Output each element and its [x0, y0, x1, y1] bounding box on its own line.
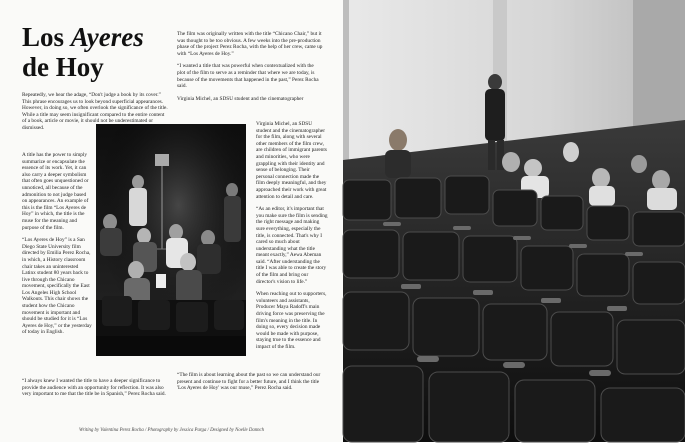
paragraph-cinematographer-lead: Virginia Michel, an SDSU student and the cinematographer — [177, 95, 304, 102]
inset-photo-film-crew — [96, 124, 246, 356]
paragraph-film-description: “Los Ayeres de Hoy” is a San Diego State University film directed by Emilia Perez Rocha, in which, a History classroom chair takes an uninterested Latinx student 80 years back to live through the Chicano movement, specifically the East Los Angeles High School Walkouts. This chair shows the student how the Chicano movement is important and should be studied for it is “Los Ayeres de Hoy,” or the yesterday of today in English. — [22, 237, 92, 336]
paragraph-original-title: The film was originally written with the title “Chicano Chair,” but it was thought to be too obvious. A few weeks into the pre-production phase of the project Perez Rocha, with the help of her crew, came up with “Los Ayeres de Hoy.” — [177, 31, 323, 57]
paragraph-quote-powerful: “I wanted a title that was powerful when contextualized with the plot of the film to serve as a reminder that where we are today, is because of the movements that happened in the past,” Perez Rocha said. — [177, 63, 319, 90]
body-text-column-2-top — [177, 31, 323, 121]
title-word-ayeres: Ayeres — [70, 22, 144, 52]
inset-photo-illustration — [96, 124, 246, 356]
body-text-column-2-narrow — [256, 121, 328, 350]
right-page-photo — [343, 0, 685, 442]
paragraph-title-power: A title has the power to simply summarize or encapsulate the essence of its work. Yet, it can also carry a deeper symbolism that often goes unquestioned or unnoticed, all because of the admonition to not judge based on appearances. An example of this is the film “Los Ayeres de Hoy” in which, the title is the muse for the meaning and purpose of the film. — [22, 152, 89, 231]
byline-credits: Writing by Valentina Perez Rocha / Photography by Jessica Parga / Designed by Noelle Dannch — [78, 428, 265, 433]
left-page — [0, 0, 343, 442]
paragraph-cinematographer: Virginia Michel, an SDSU student and the cinematographer for the film, along with several other members of the film crew, are children of immigrant parents and minorities, who were grappling with their identity and sense of belonging. Their personal connection made the film deeply meaningful, and they approached their work with great attention to detail and care. — [256, 121, 327, 200]
auditorium-photo-illustration — [343, 0, 685, 442]
paragraph-quote-reflection: “I always knew I wanted the title to have a deeper significance to provide the audience with an opportunity for reflection. It was also very important to me that the title be in Spanish,” Perez Rocha said. — [22, 378, 166, 398]
body-text-column-2-bottom — [177, 372, 323, 422]
paragraph-producer: When reaching out to supporters, volunteers and assistants, Producer Maya Radoff's main driving force was preserving the film's meaning in the title. In doing so, every decision made would be made with purpose, staying true to the essence and impact of the film. — [256, 291, 327, 350]
title-line-de-hoy: de Hoy — [22, 52, 104, 82]
body-text-column-1-bottom — [22, 378, 168, 413]
paragraph-closing-quote: “The film is about learning about the past so we can understand our present and continue to fight for a better future, and I think the title 'Los Ayeres de Hoy' was our muse,” Perez Rocha said. — [177, 372, 321, 392]
paragraph-intro: Repeatedly, we hear the adage, “Don't judge a book by its cover.” This phrase encourages us to look beyond superficial appearances. However, in doing so, we often overlook the significance of the title. While a title may seem insignificant compared to the entire content of a book, article or movie, it should not be underestimated or dismissed. — [22, 92, 168, 131]
body-text-column-1-top — [22, 92, 168, 131]
body-text-column-1-narrow — [22, 152, 92, 368]
title-word-los: Los — [22, 22, 65, 52]
paragraph-editor-quote: “As an editor, it's important that you make sure the film is sending the right message and making sure everything, especially the title, is connected. That's why I cared so much about understanding what the title meant exactly,” Aewa Abeman said. “After understanding the title I was able to create the story of the film and bring our director's vision to life.” — [256, 206, 328, 285]
article-title — [22, 22, 172, 82]
